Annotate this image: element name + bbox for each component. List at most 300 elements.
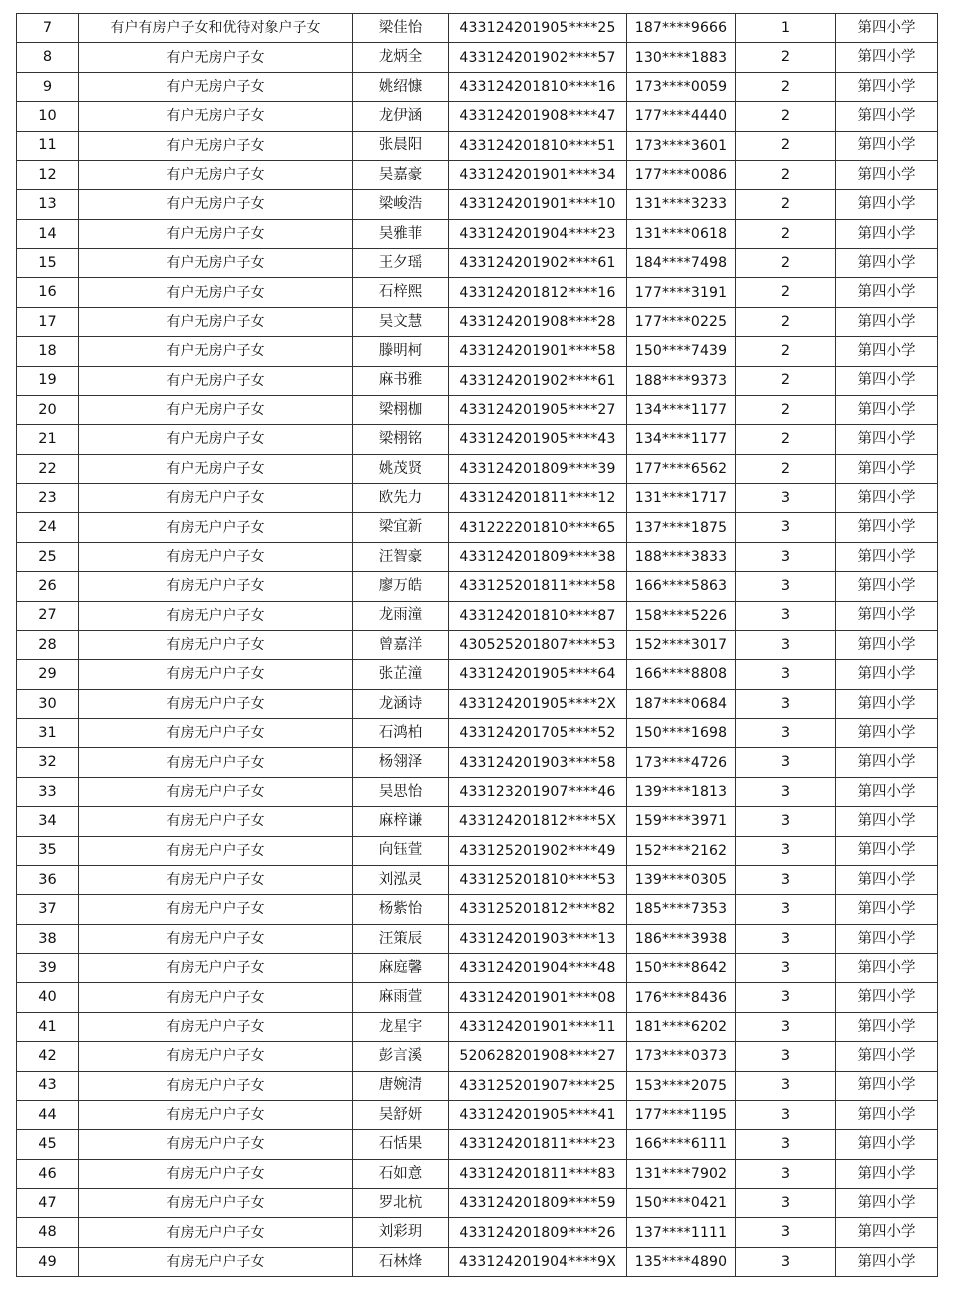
category-cell: 有房无户户子女 [79, 601, 353, 630]
phone-cell: 134****1177 [627, 425, 736, 454]
id-number-cell: 433124201901****10 [449, 190, 627, 219]
phone-cell: 177****0225 [627, 307, 736, 336]
category-cell: 有房无户户子女 [79, 1189, 353, 1218]
table-row [17, 102, 938, 131]
id-number-cell: 433124201811****83 [449, 1159, 627, 1188]
table-row [17, 777, 938, 806]
category-cell: 有户无房户子女 [79, 278, 353, 307]
phone-cell: 173****0059 [627, 72, 736, 101]
phone-cell: 150****8642 [627, 954, 736, 983]
row-number-cell: 29 [17, 660, 79, 689]
school-cell: 第四小学 [836, 924, 938, 953]
id-number-cell: 433124201903****58 [449, 748, 627, 777]
admission-order-cell: 2 [736, 102, 836, 131]
admission-order-cell: 2 [736, 249, 836, 278]
row-number-cell: 14 [17, 219, 79, 248]
admission-order-cell: 3 [736, 630, 836, 659]
id-number-cell: 433125201812****82 [449, 895, 627, 924]
phone-cell: 137****1875 [627, 513, 736, 542]
student-name-cell: 吴思怡 [353, 777, 449, 806]
student-name-cell: 向钰萱 [353, 836, 449, 865]
table-row [17, 278, 938, 307]
admission-order-cell: 2 [736, 425, 836, 454]
admission-order-cell: 3 [736, 1218, 836, 1247]
row-number-cell: 7 [17, 14, 79, 43]
school-cell: 第四小学 [836, 72, 938, 101]
id-number-cell: 433125201902****49 [449, 836, 627, 865]
row-number-cell: 15 [17, 249, 79, 278]
school-cell: 第四小学 [836, 1247, 938, 1276]
row-number-cell: 47 [17, 1189, 79, 1218]
student-name-cell: 龙伊涵 [353, 102, 449, 131]
phone-cell: 139****1813 [627, 777, 736, 806]
category-cell: 有房无户户子女 [79, 1218, 353, 1247]
student-name-cell: 廖万皓 [353, 572, 449, 601]
student-name-cell: 滕明柯 [353, 337, 449, 366]
table-row [17, 689, 938, 718]
table-row [17, 1130, 938, 1159]
student-name-cell: 彭言溪 [353, 1042, 449, 1071]
table-row [17, 1012, 938, 1041]
id-number-cell: 433124201902****57 [449, 43, 627, 72]
phone-cell: 187****0684 [627, 689, 736, 718]
table-row [17, 219, 938, 248]
id-number-cell: 433125201907****25 [449, 1071, 627, 1100]
table-row [17, 454, 938, 483]
row-number-cell: 31 [17, 719, 79, 748]
id-number-cell: 433124201902****61 [449, 249, 627, 278]
school-cell: 第四小学 [836, 689, 938, 718]
admission-order-cell: 3 [736, 1130, 836, 1159]
student-name-cell: 梁宜新 [353, 513, 449, 542]
table-row [17, 572, 938, 601]
id-number-cell: 433124201904****48 [449, 954, 627, 983]
id-number-cell: 433124201902****61 [449, 366, 627, 395]
table-row [17, 1071, 938, 1100]
table-row [17, 337, 938, 366]
table-row [17, 865, 938, 894]
id-number-cell: 433124201904****23 [449, 219, 627, 248]
school-cell: 第四小学 [836, 542, 938, 571]
school-cell: 第四小学 [836, 425, 938, 454]
row-number-cell: 19 [17, 366, 79, 395]
school-cell: 第四小学 [836, 278, 938, 307]
phone-cell: 188****9373 [627, 366, 736, 395]
id-number-cell: 433124201908****47 [449, 102, 627, 131]
row-number-cell: 32 [17, 748, 79, 777]
admission-order-cell: 3 [736, 572, 836, 601]
student-name-cell: 罗北杭 [353, 1189, 449, 1218]
student-name-cell: 张晨阳 [353, 131, 449, 160]
category-cell: 有房无户户子女 [79, 807, 353, 836]
id-number-cell: 433124201809****59 [449, 1189, 627, 1218]
student-name-cell: 曾嘉洋 [353, 630, 449, 659]
category-cell: 有房无户户子女 [79, 1130, 353, 1159]
category-cell: 有房无户户子女 [79, 542, 353, 571]
school-cell: 第四小学 [836, 190, 938, 219]
category-cell: 有房无户户子女 [79, 1100, 353, 1129]
student-name-cell: 梁峻浩 [353, 190, 449, 219]
id-number-cell: 433124201809****26 [449, 1218, 627, 1247]
admission-order-cell: 3 [736, 895, 836, 924]
admission-order-cell: 3 [736, 1247, 836, 1276]
id-number-cell: 433124201810****16 [449, 72, 627, 101]
school-cell: 第四小学 [836, 601, 938, 630]
row-number-cell: 36 [17, 865, 79, 894]
row-number-cell: 41 [17, 1012, 79, 1041]
row-number-cell: 28 [17, 630, 79, 659]
row-number-cell: 27 [17, 601, 79, 630]
admission-order-cell: 3 [736, 1012, 836, 1041]
school-cell: 第四小学 [836, 630, 938, 659]
school-cell: 第四小学 [836, 219, 938, 248]
student-name-cell: 石恬果 [353, 1130, 449, 1159]
school-cell: 第四小学 [836, 131, 938, 160]
school-cell: 第四小学 [836, 1159, 938, 1188]
row-number-cell: 48 [17, 1218, 79, 1247]
phone-cell: 177****3191 [627, 278, 736, 307]
phone-cell: 184****7498 [627, 249, 736, 278]
table-row [17, 249, 938, 278]
id-number-cell: 433124201903****13 [449, 924, 627, 953]
row-number-cell: 49 [17, 1247, 79, 1276]
school-cell: 第四小学 [836, 1218, 938, 1247]
phone-cell: 177****0086 [627, 160, 736, 189]
phone-cell: 153****2075 [627, 1071, 736, 1100]
row-number-cell: 44 [17, 1100, 79, 1129]
table-row [17, 542, 938, 571]
school-cell: 第四小学 [836, 895, 938, 924]
student-name-cell: 梁栩铭 [353, 425, 449, 454]
admission-order-cell: 3 [736, 660, 836, 689]
student-name-cell: 欧先力 [353, 484, 449, 513]
category-cell: 有房无户户子女 [79, 513, 353, 542]
category-cell: 有户无房户子女 [79, 249, 353, 278]
row-number-cell: 9 [17, 72, 79, 101]
category-cell: 有房无户户子女 [79, 1042, 353, 1071]
school-cell: 第四小学 [836, 719, 938, 748]
row-number-cell: 30 [17, 689, 79, 718]
phone-cell: 137****1111 [627, 1218, 736, 1247]
row-number-cell: 23 [17, 484, 79, 513]
phone-cell: 173****4726 [627, 748, 736, 777]
admission-order-cell: 3 [736, 484, 836, 513]
row-number-cell: 24 [17, 513, 79, 542]
admission-order-cell: 2 [736, 366, 836, 395]
school-cell: 第四小学 [836, 307, 938, 336]
student-name-cell: 麻书雅 [353, 366, 449, 395]
admission-order-cell: 3 [736, 542, 836, 571]
table-row [17, 660, 938, 689]
row-number-cell: 17 [17, 307, 79, 336]
admission-order-cell: 2 [736, 395, 836, 424]
student-name-cell: 唐婉清 [353, 1071, 449, 1100]
table-row [17, 72, 938, 101]
school-cell: 第四小学 [836, 337, 938, 366]
student-name-cell: 石梓熙 [353, 278, 449, 307]
table-row [17, 307, 938, 336]
phone-cell: 166****5863 [627, 572, 736, 601]
student-name-cell: 龙雨潼 [353, 601, 449, 630]
category-cell: 有房无户户子女 [79, 719, 353, 748]
row-number-cell: 18 [17, 337, 79, 366]
phone-cell: 131****3233 [627, 190, 736, 219]
phone-cell: 177****4440 [627, 102, 736, 131]
id-number-cell: 433124201901****34 [449, 160, 627, 189]
school-cell: 第四小学 [836, 836, 938, 865]
table-body [17, 14, 938, 1277]
category-cell: 有户无房户子女 [79, 425, 353, 454]
row-number-cell: 20 [17, 395, 79, 424]
table-row [17, 14, 938, 43]
school-cell: 第四小学 [836, 865, 938, 894]
table-row [17, 395, 938, 424]
category-cell: 有房无户户子女 [79, 836, 353, 865]
phone-cell: 177****6562 [627, 454, 736, 483]
row-number-cell: 21 [17, 425, 79, 454]
admission-order-cell: 3 [736, 1071, 836, 1100]
category-cell: 有房无户户子女 [79, 572, 353, 601]
id-number-cell: 433124201908****28 [449, 307, 627, 336]
table-row [17, 954, 938, 983]
id-number-cell: 433124201901****58 [449, 337, 627, 366]
category-cell: 有户无房户子女 [79, 102, 353, 131]
id-number-cell: 433124201901****08 [449, 983, 627, 1012]
student-name-cell: 刘泓灵 [353, 865, 449, 894]
student-name-cell: 杨翎泽 [353, 748, 449, 777]
category-cell: 有房无户户子女 [79, 895, 353, 924]
phone-cell: 152****2162 [627, 836, 736, 865]
school-cell: 第四小学 [836, 807, 938, 836]
admission-order-cell: 2 [736, 278, 836, 307]
phone-cell: 166****6111 [627, 1130, 736, 1159]
admission-order-cell: 3 [736, 777, 836, 806]
category-cell: 有户无房户子女 [79, 337, 353, 366]
table-row [17, 895, 938, 924]
id-number-cell: 433124201809****39 [449, 454, 627, 483]
category-cell: 有房无户户子女 [79, 777, 353, 806]
admission-order-cell: 2 [736, 337, 836, 366]
phone-cell: 139****0305 [627, 865, 736, 894]
row-number-cell: 39 [17, 954, 79, 983]
school-cell: 第四小学 [836, 1012, 938, 1041]
table-row [17, 1042, 938, 1071]
id-number-cell: 433124201811****23 [449, 1130, 627, 1159]
admission-order-cell: 3 [736, 983, 836, 1012]
id-number-cell: 433124201810****87 [449, 601, 627, 630]
category-cell: 有户无房户子女 [79, 190, 353, 219]
id-number-cell: 433125201811****58 [449, 572, 627, 601]
category-cell: 有户无房户子女 [79, 131, 353, 160]
row-number-cell: 34 [17, 807, 79, 836]
id-number-cell: 433124201812****16 [449, 278, 627, 307]
admission-order-cell: 2 [736, 307, 836, 336]
phone-cell: 177****1195 [627, 1100, 736, 1129]
row-number-cell: 40 [17, 983, 79, 1012]
student-name-cell: 石林烽 [353, 1247, 449, 1276]
category-cell: 有房无户户子女 [79, 954, 353, 983]
student-name-cell: 石如意 [353, 1159, 449, 1188]
row-number-cell: 25 [17, 542, 79, 571]
school-cell: 第四小学 [836, 1100, 938, 1129]
category-cell: 有户无房户子女 [79, 454, 353, 483]
phone-cell: 158****5226 [627, 601, 736, 630]
school-cell: 第四小学 [836, 660, 938, 689]
category-cell: 有房无户户子女 [79, 1247, 353, 1276]
school-cell: 第四小学 [836, 1189, 938, 1218]
student-name-cell: 吴雅菲 [353, 219, 449, 248]
school-cell: 第四小学 [836, 1042, 938, 1071]
table-row [17, 1247, 938, 1276]
table-row [17, 719, 938, 748]
admission-order-cell: 3 [736, 954, 836, 983]
category-cell: 有户无房户子女 [79, 366, 353, 395]
table-row [17, 484, 938, 513]
phone-cell: 159****3971 [627, 807, 736, 836]
id-number-cell: 433124201905****43 [449, 425, 627, 454]
phone-cell: 130****1883 [627, 43, 736, 72]
admission-order-cell: 3 [736, 719, 836, 748]
student-name-cell: 麻庭馨 [353, 954, 449, 983]
school-cell: 第四小学 [836, 43, 938, 72]
category-cell: 有户无房户子女 [79, 219, 353, 248]
table-row [17, 1189, 938, 1218]
phone-cell: 135****4890 [627, 1247, 736, 1276]
student-name-cell: 刘彩玥 [353, 1218, 449, 1247]
category-cell: 有房无户户子女 [79, 689, 353, 718]
category-cell: 有户无房户子女 [79, 307, 353, 336]
id-number-cell: 433124201901****11 [449, 1012, 627, 1041]
category-cell: 有房无户户子女 [79, 1012, 353, 1041]
table-row [17, 1218, 938, 1247]
table-row [17, 836, 938, 865]
school-cell: 第四小学 [836, 954, 938, 983]
school-cell: 第四小学 [836, 748, 938, 777]
school-cell: 第四小学 [836, 572, 938, 601]
admission-order-cell: 3 [736, 513, 836, 542]
school-cell: 第四小学 [836, 777, 938, 806]
school-cell: 第四小学 [836, 366, 938, 395]
table-row [17, 630, 938, 659]
student-name-cell: 汪策辰 [353, 924, 449, 953]
school-cell: 第四小学 [836, 1130, 938, 1159]
admission-order-cell: 3 [736, 601, 836, 630]
school-cell: 第四小学 [836, 983, 938, 1012]
id-number-cell: 433124201810****51 [449, 131, 627, 160]
admission-order-cell: 2 [736, 160, 836, 189]
student-name-cell: 汪智豪 [353, 542, 449, 571]
admission-order-cell: 3 [736, 924, 836, 953]
table-row [17, 190, 938, 219]
phone-cell: 186****3938 [627, 924, 736, 953]
table-row [17, 983, 938, 1012]
school-cell: 第四小学 [836, 454, 938, 483]
table-row [17, 1100, 938, 1129]
id-number-cell: 433124201905****27 [449, 395, 627, 424]
row-number-cell: 22 [17, 454, 79, 483]
table-row [17, 43, 938, 72]
id-number-cell: 520628201908****27 [449, 1042, 627, 1071]
category-cell: 有房无户户子女 [79, 865, 353, 894]
admission-order-cell: 2 [736, 131, 836, 160]
admission-order-cell: 3 [736, 689, 836, 718]
id-number-cell: 433124201905****25 [449, 14, 627, 43]
phone-cell: 131****1717 [627, 484, 736, 513]
table-row [17, 425, 938, 454]
phone-cell: 187****9666 [627, 14, 736, 43]
student-name-cell: 吴文慧 [353, 307, 449, 336]
admission-order-cell: 3 [736, 1042, 836, 1071]
id-number-cell: 433124201812****5X [449, 807, 627, 836]
student-name-cell: 龙星宇 [353, 1012, 449, 1041]
admission-order-cell: 3 [736, 807, 836, 836]
student-name-cell: 王夕瑶 [353, 249, 449, 278]
phone-cell: 150****1698 [627, 719, 736, 748]
phone-cell: 131****0618 [627, 219, 736, 248]
phone-cell: 131****7902 [627, 1159, 736, 1188]
id-number-cell: 433125201810****53 [449, 865, 627, 894]
id-number-cell: 433124201904****9X [449, 1247, 627, 1276]
student-name-cell: 吴嘉豪 [353, 160, 449, 189]
school-cell: 第四小学 [836, 513, 938, 542]
table-row [17, 807, 938, 836]
admission-order-cell: 3 [736, 1100, 836, 1129]
admission-order-cell: 3 [736, 836, 836, 865]
phone-cell: 181****6202 [627, 1012, 736, 1041]
phone-cell: 152****3017 [627, 630, 736, 659]
student-name-cell: 梁栩枷 [353, 395, 449, 424]
school-cell: 第四小学 [836, 484, 938, 513]
phone-cell: 134****1177 [627, 395, 736, 424]
id-number-cell: 433124201905****2X [449, 689, 627, 718]
student-name-cell: 麻梓谦 [353, 807, 449, 836]
admission-order-cell: 2 [736, 219, 836, 248]
id-number-cell: 433124201811****12 [449, 484, 627, 513]
row-number-cell: 33 [17, 777, 79, 806]
student-name-cell: 梁佳怡 [353, 14, 449, 43]
category-cell: 有户无房户子女 [79, 72, 353, 101]
student-name-cell: 吴舒妍 [353, 1100, 449, 1129]
phone-cell: 166****8808 [627, 660, 736, 689]
row-number-cell: 10 [17, 102, 79, 131]
student-name-cell: 姚绍慷 [353, 72, 449, 101]
phone-cell: 185****7353 [627, 895, 736, 924]
school-cell: 第四小学 [836, 102, 938, 131]
row-number-cell: 38 [17, 924, 79, 953]
student-name-cell: 龙炳全 [353, 43, 449, 72]
category-cell: 有房无户户子女 [79, 748, 353, 777]
category-cell: 有房无户户子女 [79, 924, 353, 953]
row-number-cell: 46 [17, 1159, 79, 1188]
category-cell: 有房无户户子女 [79, 983, 353, 1012]
student-name-cell: 石鸿柏 [353, 719, 449, 748]
student-name-cell: 龙涵诗 [353, 689, 449, 718]
row-number-cell: 12 [17, 160, 79, 189]
student-name-cell: 张芷潼 [353, 660, 449, 689]
id-number-cell: 433124201905****64 [449, 660, 627, 689]
student-name-cell: 麻雨萱 [353, 983, 449, 1012]
admission-order-cell: 2 [736, 454, 836, 483]
phone-cell: 150****7439 [627, 337, 736, 366]
id-number-cell: 431222201810****65 [449, 513, 627, 542]
category-cell: 有房无户户子女 [79, 630, 353, 659]
row-number-cell: 16 [17, 278, 79, 307]
row-number-cell: 43 [17, 1071, 79, 1100]
row-number-cell: 35 [17, 836, 79, 865]
student-name-cell: 姚茂贤 [353, 454, 449, 483]
table-row [17, 513, 938, 542]
row-number-cell: 26 [17, 572, 79, 601]
